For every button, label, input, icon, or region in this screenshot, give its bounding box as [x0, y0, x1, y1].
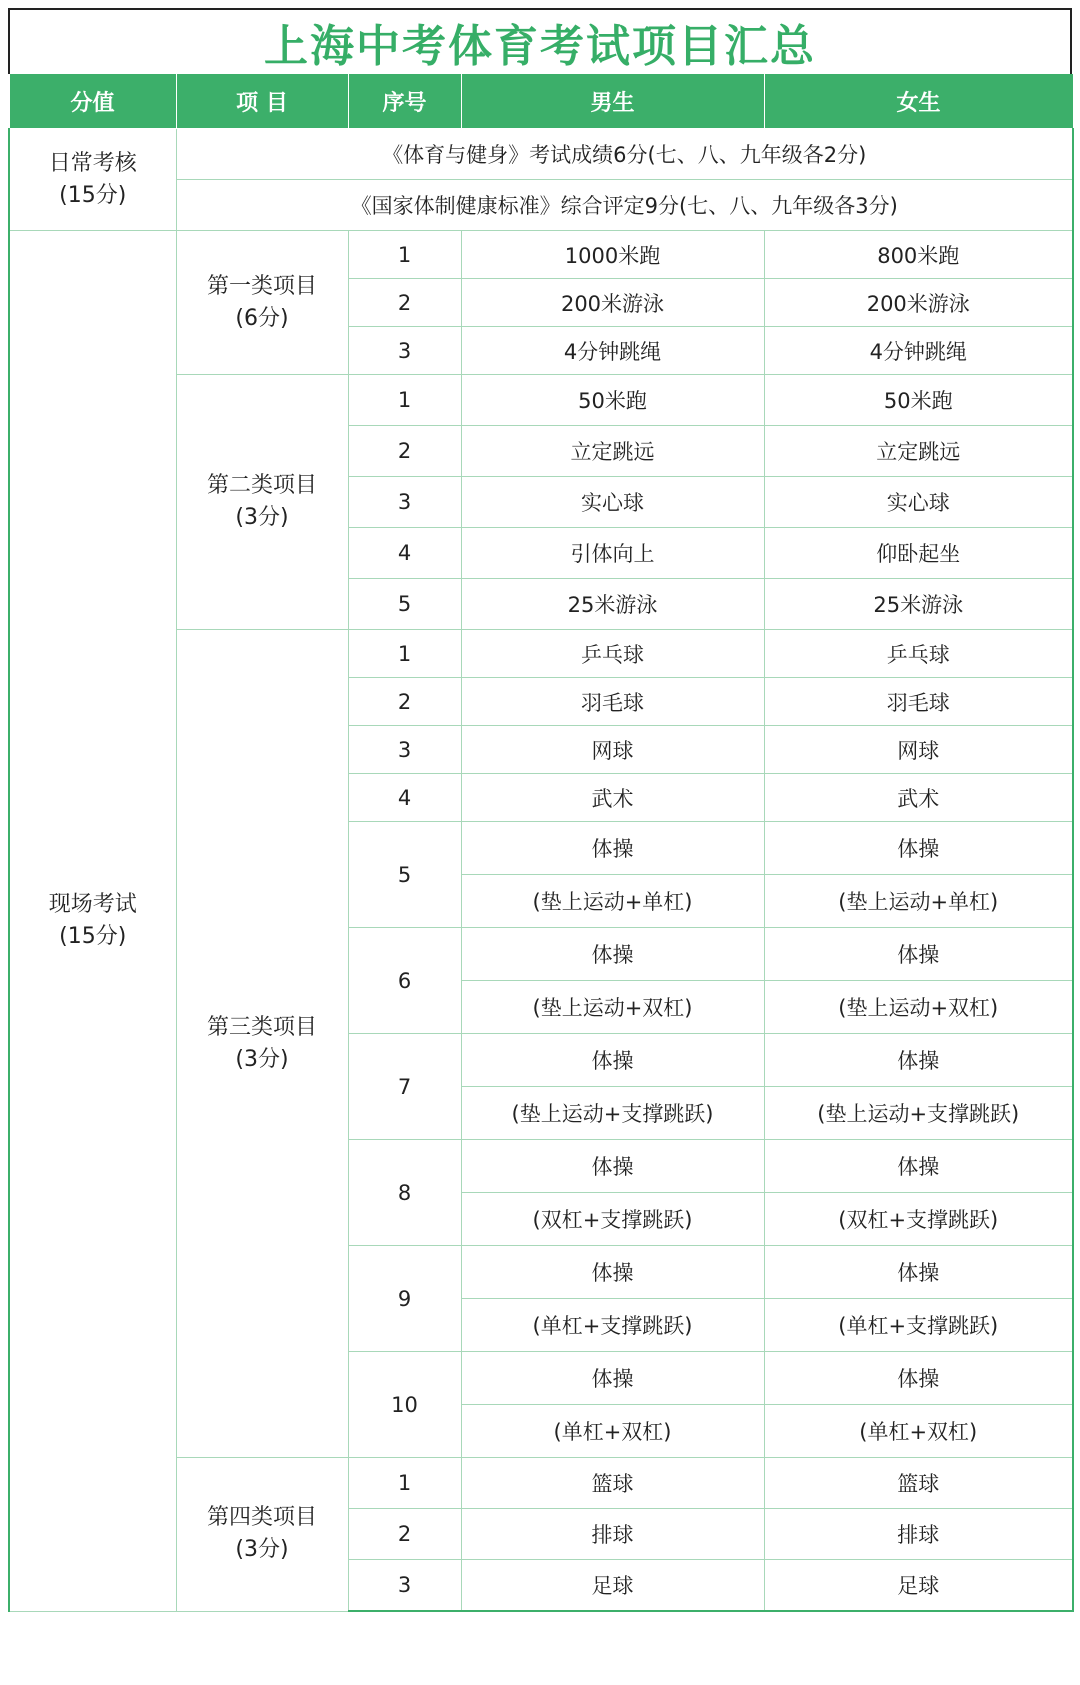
row-number: 6	[348, 928, 461, 1034]
female-item: 体操	[764, 928, 1073, 981]
male-item-detail: (双杠+支撑跳跃)	[461, 1193, 764, 1246]
female-item: 实心球	[764, 477, 1073, 528]
female-item: 立定跳远	[764, 426, 1073, 477]
male-item-detail: (单杠+双杠)	[461, 1405, 764, 1458]
row-number: 2	[348, 678, 461, 726]
male-item: 网球	[461, 726, 764, 774]
cat3-points: (3分)	[235, 1046, 289, 1072]
row-number: 2	[348, 279, 461, 327]
female-item: 体操	[764, 1140, 1073, 1193]
row-number: 2	[348, 426, 461, 477]
male-item-detail: (垫上运动+支撑跳跃)	[461, 1087, 764, 1140]
male-item: 体操	[461, 928, 764, 981]
cat1-cell	[176, 231, 348, 375]
male-item: 羽毛球	[461, 678, 764, 726]
female-item: 武术	[764, 774, 1073, 822]
row-number: 7	[348, 1034, 461, 1140]
row-number: 1	[348, 630, 461, 678]
male-item: 50米跑	[461, 375, 764, 426]
female-item-detail: (单杠+双杠)	[764, 1405, 1073, 1458]
cat2-name: 第二类项目	[206, 473, 317, 498]
cat2-cell	[176, 375, 348, 630]
male-item: 1000米跑	[461, 231, 764, 279]
female-item: 体操	[764, 1246, 1073, 1299]
row-number: 1	[348, 375, 461, 426]
header-female: 女生	[764, 74, 1073, 129]
header-row	[9, 74, 1073, 129]
female-item: 体操	[764, 822, 1073, 875]
female-item-detail: (双杠+支撑跳跃)	[764, 1193, 1073, 1246]
row-number: 3	[348, 327, 461, 375]
female-item-detail: (垫上运动+双杠)	[764, 981, 1073, 1034]
male-item-detail: (垫上运动+双杠)	[461, 981, 764, 1034]
female-item: 体操	[764, 1034, 1073, 1087]
exam-table	[8, 74, 1074, 1612]
male-item: 排球	[461, 1509, 764, 1560]
daily-label-cell	[9, 129, 176, 231]
header-score: 分值	[9, 74, 176, 129]
male-item: 4分钟跳绳	[461, 327, 764, 375]
cat3-name: 第三类项目	[206, 1014, 317, 1040]
male-item-detail: (垫上运动+单杠)	[461, 875, 764, 928]
onsite-label: 现场考试	[48, 891, 137, 917]
cat4-points: (3分)	[235, 1537, 289, 1563]
onsite-label-cell	[9, 231, 176, 1612]
male-item: 体操	[461, 1140, 764, 1193]
female-item: 羽毛球	[764, 678, 1073, 726]
row-number: 3	[348, 1560, 461, 1612]
row-number: 4	[348, 774, 461, 822]
male-item: 体操	[461, 1352, 764, 1405]
female-item: 体操	[764, 1352, 1073, 1405]
female-item: 网球	[764, 726, 1073, 774]
cat2-points: (3分)	[235, 505, 289, 530]
female-item: 篮球	[764, 1458, 1073, 1509]
female-item: 排球	[764, 1509, 1073, 1560]
female-item-detail: (垫上运动+单杠)	[764, 875, 1073, 928]
row-number: 1	[348, 1458, 461, 1509]
row-number: 8	[348, 1140, 461, 1246]
female-item: 200米游泳	[764, 279, 1073, 327]
male-item: 篮球	[461, 1458, 764, 1509]
row-number: 2	[348, 1509, 461, 1560]
female-item: 25米游泳	[764, 579, 1073, 630]
table-row	[9, 129, 1073, 180]
female-item: 乒乓球	[764, 630, 1073, 678]
summary-sheet	[8, 8, 1072, 1612]
male-item-detail: (单杠+支撑跳跃)	[461, 1299, 764, 1352]
daily-row-2: 《国家体制健康标准》综合评定9分(七、八、九年级各3分)	[176, 180, 1073, 231]
daily-label: 日常考核	[48, 150, 137, 176]
male-item: 实心球	[461, 477, 764, 528]
male-item: 200米游泳	[461, 279, 764, 327]
male-item: 乒乓球	[461, 630, 764, 678]
female-item: 800米跑	[764, 231, 1073, 279]
male-item: 引体向上	[461, 528, 764, 579]
male-item: 武术	[461, 774, 764, 822]
cat4-cell	[176, 1458, 348, 1612]
row-number: 3	[348, 726, 461, 774]
female-item: 50米跑	[764, 375, 1073, 426]
row-number: 1	[348, 231, 461, 279]
cat3-cell	[176, 630, 348, 1458]
onsite-points: (15分)	[59, 923, 127, 949]
header-number: 序号	[348, 74, 461, 129]
header-male: 男生	[461, 74, 764, 129]
title-bar	[8, 8, 1072, 74]
male-item: 立定跳远	[461, 426, 764, 477]
page-title: 上海中考体育考试项目汇总	[264, 21, 816, 72]
female-item: 足球	[764, 1560, 1073, 1612]
row-number: 9	[348, 1246, 461, 1352]
male-item: 足球	[461, 1560, 764, 1612]
male-item: 25米游泳	[461, 579, 764, 630]
cat1-name: 第一类项目	[206, 273, 317, 299]
male-item: 体操	[461, 822, 764, 875]
male-item: 体操	[461, 1034, 764, 1087]
row-number: 3	[348, 477, 461, 528]
female-item-detail: (垫上运动+支撑跳跃)	[764, 1087, 1073, 1140]
row-number: 5	[348, 579, 461, 630]
male-item: 体操	[461, 1246, 764, 1299]
row-number: 5	[348, 822, 461, 928]
cat1-points: (6分)	[235, 305, 289, 331]
row-number: 4	[348, 528, 461, 579]
daily-row-1: 《体育与健身》考试成绩6分(七、八、九年级各2分)	[176, 129, 1073, 180]
female-item: 4分钟跳绳	[764, 327, 1073, 375]
female-item-detail: (单杠+支撑跳跃)	[764, 1299, 1073, 1352]
table-row	[9, 231, 1073, 279]
female-item: 仰卧起坐	[764, 528, 1073, 579]
row-number: 10	[348, 1352, 461, 1458]
daily-points: (15分)	[59, 182, 127, 208]
cat4-name: 第四类项目	[206, 1505, 317, 1531]
header-item: 项 目	[176, 74, 348, 129]
